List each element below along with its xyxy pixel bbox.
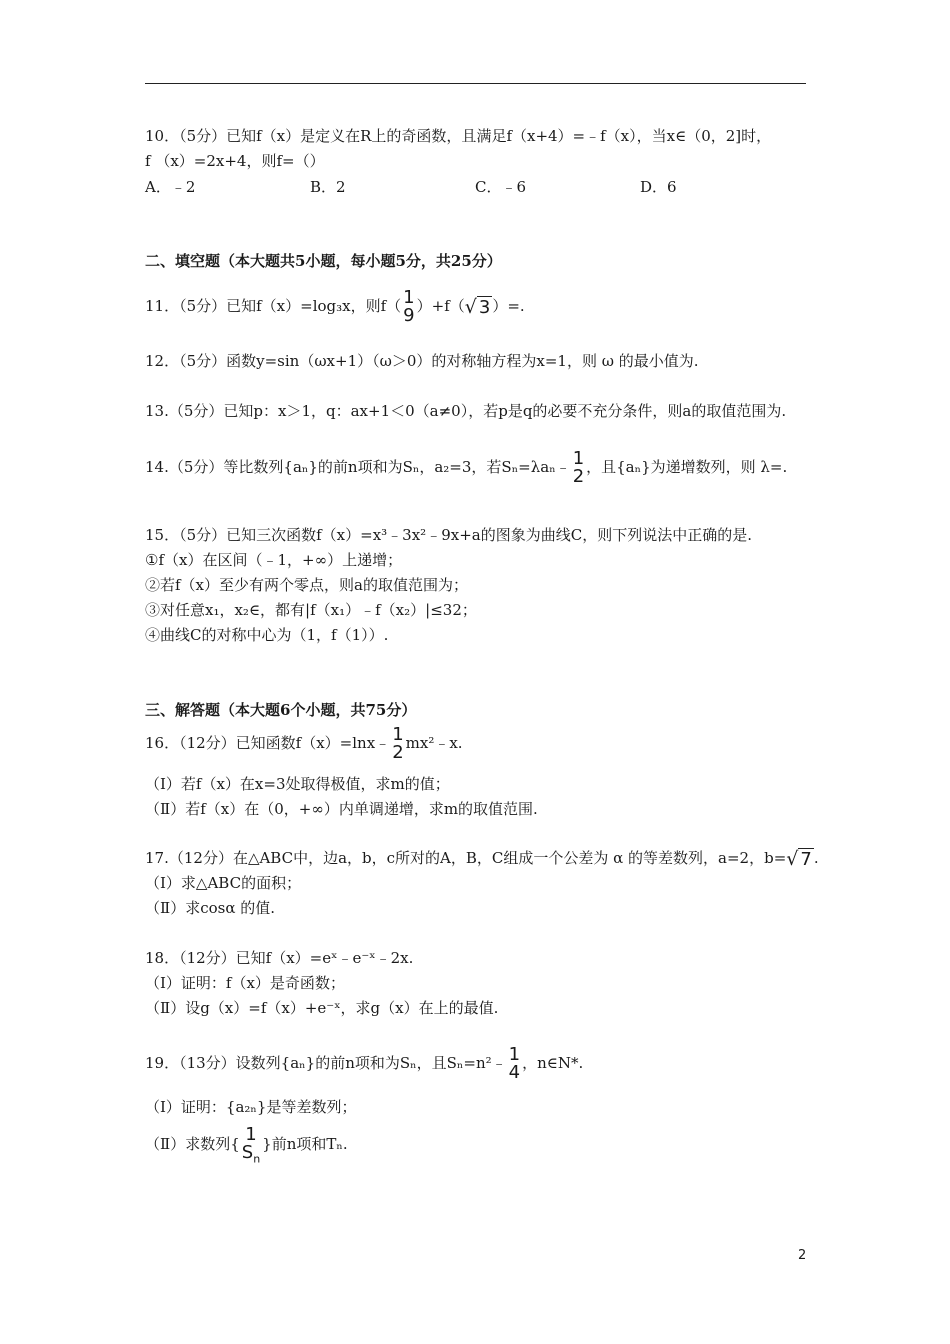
q14-post: ，且{aₙ}为递增数列，则 λ=. [586,458,788,476]
q15-stem: 15．（5分）已知三次函数f（x）=x³﹣3x²﹣9x+a的图象为曲线C，则下列说法中正确的是. [145,526,752,544]
q15-item-4: ④曲线C的对称中心为（1，f（1））. [145,626,389,644]
q19-stem [145,1043,583,1083]
q16-fraction [392,726,403,762]
q15-item-1: ①f（x）在区间（﹣1，+∞）上递增； [145,551,403,569]
q16-pre: 16．（12分）已知函数f（x）=lnx﹣ [145,734,391,752]
q19-frac-den: 4 [508,1062,521,1083]
q10-option-a: A．﹣2 [145,178,196,196]
q16-part-1: （Ⅰ）若f（x）在x=3处取得极值，求m的值； [145,775,450,793]
q13: 13.（5分）已知p：x＞1，q：ax+1＜0（a≠0），若p是q的必要不充分条件，则a的取值范围为. [145,402,787,420]
q17-post: . [813,849,819,867]
q14-fraction [573,450,584,486]
q16-part-2: （Ⅱ）若f（x）在（0，+∞）内单调递增，求m的取值范围. [145,800,538,818]
q16-frac-num: 1 [392,724,404,745]
q11-radicand: 3 [478,296,491,318]
q19-frac-num: 1 [508,1044,521,1065]
q16-stem [145,723,463,763]
q19-part-1: （Ⅰ）证明：{a₂ₙ}是等差数列； [145,1098,357,1116]
q11-mid: ）+f（ [416,297,465,315]
q19-pre: 19．（13分）设数列{aₙ}的前n项和为Sₙ，且Sₙ=n²﹣ [145,1054,507,1072]
section3-title: 三、解答题（本大题6个小题，共75分） [145,701,417,719]
q10-options [145,177,745,197]
q17-stem [145,846,819,872]
q18-stem: 18．（12分）已知f（x）=eˣ﹣e⁻ˣ﹣2x. [145,949,414,967]
q11 [145,288,525,326]
q19-fraction [509,1046,520,1082]
q11-post: ）=. [492,297,525,315]
q19-part2-den-letter: S [241,1141,254,1163]
q17-radicand: 7 [800,848,812,870]
q10-option-d: D．6 [640,178,677,196]
q17-pre: 17.（12分）在△ABC中，边a，b，c所对的A，B，C组成一个公差为 α 的等差数列，a=2，b= [145,849,787,867]
q15-item-2: ②若f（x）至少有两个零点，则a的取值范围为； [145,576,468,594]
q11-fraction [403,289,414,325]
q10-line1: 10．（5分）已知f（x）是定义在R上的奇函数，且满足f（x+4）=﹣f（x），当x∈（0，2]时， [145,127,772,145]
section2-title: 二、填空题（本大题共5小题，每小题5分，共25分） [145,252,502,270]
q10-option-c: C．﹣6 [475,178,527,196]
q15-item-3: ③对任意x₁，x₂∈，都有|f（x₁）﹣f（x₂）|≤32； [145,601,477,619]
q18-part-1: （Ⅰ）证明：f（x）是奇函数； [145,974,345,992]
q19-part2-den [241,1141,261,1166]
q19-part2-num: 1 [245,1123,257,1145]
q16-post: mx²﹣x. [405,734,463,752]
q17-part-2: （Ⅱ）求cosα 的值. [145,899,275,917]
q11-frac-num: 1 [403,287,415,308]
q16-frac-den: 2 [392,742,404,763]
q17-part-1: （Ⅰ）求△ABC的面积； [145,874,302,892]
q10-option-b: B．2 [310,178,346,196]
q17-sqrt: √ 7 [786,847,812,870]
q12: 12．（5分）函数y=sin（ωx+1）（ω＞0）的对称轴方程为x=1，则 ω 的最小值为. [145,352,699,370]
q19-part2-fraction [241,1123,261,1166]
page-number: 2 [798,1248,807,1263]
header-rule [145,83,806,84]
q14-frac-den: 2 [572,466,585,487]
q19-post: ，n∈N*. [522,1054,584,1072]
q14-frac-num: 1 [572,448,585,469]
q10-line2: f （x）=2x+4，则f=（） [145,152,325,170]
q11-frac-den: 9 [403,305,415,326]
q11-sqrt: √ 3 [464,295,491,318]
q18-part-2: （Ⅱ）设g（x）=f（x）+e⁻ˣ，求g（x）在上的最值. [145,999,499,1017]
q19-part2-den-sub: n [253,1152,261,1166]
q14 [145,447,787,487]
q11-pre: 11．（5分）已知f（x）=log₃x，则f（ [145,297,402,315]
q19-part2-post: }前n项和Tₙ. [262,1135,348,1153]
q19-part-2 [145,1122,348,1166]
q19-part2-pre: （Ⅱ）求数列{ [145,1135,240,1153]
q14-pre: 14.（5分）等比数列{aₙ}的前n项和为Sₙ，a₂=3，若Sₙ=λaₙ﹣ [145,458,571,476]
